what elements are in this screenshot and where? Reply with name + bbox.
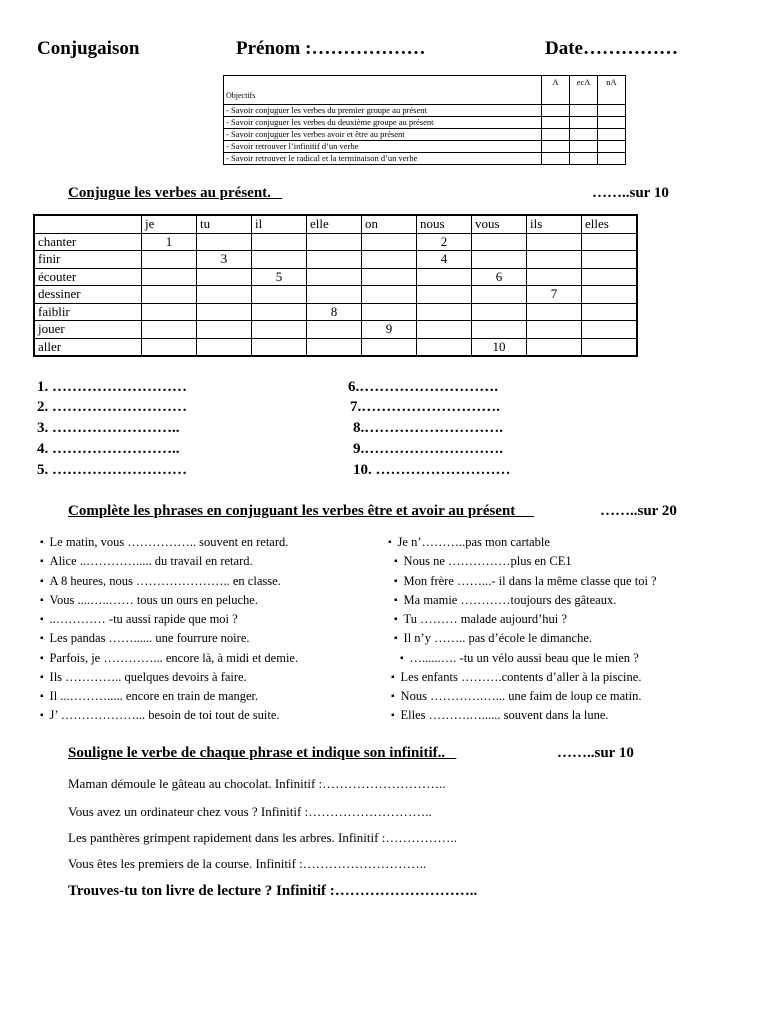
verb-label: jouer: [34, 321, 142, 339]
pronoun-header: elle: [307, 215, 362, 233]
pronoun-header-row: [34, 215, 637, 233]
conjugation-cell: [307, 233, 362, 251]
sentence-item: ▪ Ma mamie …………toujours des gâteaux.: [394, 593, 617, 607]
sentence-text: …......…. -tu un vélo aussi beau que le mien ?: [409, 651, 639, 665]
sentence-item: ▪ Vous ....…..…… tous un ours en peluche.: [40, 593, 258, 607]
conjugation-cell: [142, 321, 197, 339]
verb-label: chanter: [34, 233, 142, 251]
conjugation-cell: [417, 268, 472, 286]
sentence-text: Les pandas ……...... une fourrure noire.: [49, 631, 250, 645]
conjugation-cell: 6: [472, 268, 527, 286]
sentence-text: Nous ne ……………plus en CE1: [403, 554, 572, 568]
conjugation-cell: 3: [197, 251, 252, 269]
sentence-item: ▪ Alice ..…………..... du travail en retard.: [40, 554, 253, 568]
sentence-text: Elles ……….…...... souvent dans la lune.: [400, 708, 609, 722]
sentence-item: ▪ Nous ………….…... une faim de loup ce matin.: [391, 689, 642, 703]
verb-row: [34, 233, 637, 251]
infinitive-line: Trouves-tu ton livre de lecture ? Infinitif :………………………..: [68, 883, 478, 899]
conjugation-cell: [472, 233, 527, 251]
conjugation-cell: [582, 303, 638, 321]
infinitive-line: Vous êtes les premiers de la course. Infinitif :………………………..: [68, 856, 427, 871]
conjugation-cell: 2: [417, 233, 472, 251]
objective-row: [224, 129, 626, 141]
answer-line: 7.……………………….: [350, 399, 500, 415]
conjugation-cell: [142, 268, 197, 286]
answer-line: 9.……………………….: [353, 441, 503, 457]
conjugation-cell: [582, 338, 638, 356]
infinitive-line: Les panthères grimpent rapidement dans les arbres. Infinitif :……………..: [68, 830, 457, 845]
objective-check-a: [542, 141, 570, 153]
conjugation-cell: [362, 338, 417, 356]
conjugation-table: [33, 214, 638, 357]
objective-label: - Savoir retrouver l’infinitif d’un verbe: [224, 141, 542, 153]
conjugation-cell: 1: [142, 233, 197, 251]
objective-row: [224, 117, 626, 129]
conjugation-cell: [142, 303, 197, 321]
sentence-text: Nous ………….…... une faim de loup ce matin.: [400, 689, 642, 703]
verb-label: dessiner: [34, 286, 142, 304]
conjugation-cell: [197, 233, 252, 251]
sentence-text: A 8 heures, nous ………………….. en classe.: [49, 574, 281, 588]
objective-label: - Savoir retrouver le radical et la terminaison d’un verbe: [224, 153, 542, 165]
conjugation-cell: [197, 286, 252, 304]
sentence-text: Tu ……… malade aujourd’hui ?: [403, 612, 567, 626]
conjugation-cell: [142, 338, 197, 356]
sentence-text: Je n’………..pas mon cartable: [397, 535, 550, 549]
conjugation-cell: [362, 286, 417, 304]
conjugation-cell: 10: [472, 338, 527, 356]
sentence-item: ▪ Le matin, vous …………….. souvent en retard.: [40, 535, 289, 549]
conjugation-cell: [142, 286, 197, 304]
objective-check-na: [598, 141, 626, 153]
conjugation-cell: 8: [307, 303, 362, 321]
sentence-item: ▪ Nous ne ……………plus en CE1: [394, 554, 572, 568]
section2-score: ……..sur 20: [600, 503, 677, 519]
objectives-heading: Objectifs: [224, 76, 542, 105]
sentence-item: ▪ Les enfants ……….contents d’aller à la piscine.: [391, 670, 642, 684]
conjugation-cell: [142, 251, 197, 269]
conjugation-cell: [582, 286, 638, 304]
verb-row: [34, 321, 637, 339]
conjugation-cell: [582, 321, 638, 339]
conjugation-cell: 4: [417, 251, 472, 269]
pronoun-header: tu: [197, 215, 252, 233]
objective-check-a: [542, 129, 570, 141]
conjugation-cell: [417, 338, 472, 356]
conjugation-cell: [527, 321, 582, 339]
objective-check-na: [598, 129, 626, 141]
sentence-text: Il ...………..... encore en train de manger.: [49, 689, 259, 703]
verb-label: faiblir: [34, 303, 142, 321]
verb-row: [34, 286, 637, 304]
answer-line: 4. ……………………..: [37, 441, 180, 457]
answer-line: 2. ………………………: [37, 399, 187, 415]
infinitive-line: Vous avez un ordinateur chez vous ? Infinitif :………………………..: [68, 804, 432, 819]
conjugation-cell: [362, 251, 417, 269]
conjugation-cell: [582, 233, 638, 251]
conjugation-cell: [252, 251, 307, 269]
sentence-item: ▪ Je n’………..pas mon cartable: [388, 535, 550, 549]
conjugation-cell: [472, 321, 527, 339]
verb-label: finir: [34, 251, 142, 269]
objective-check-eca: [570, 153, 598, 165]
objective-row: [224, 153, 626, 165]
section3-score: ……..sur 10: [557, 745, 634, 761]
conjugation-cell: 9: [362, 321, 417, 339]
conjugation-cell: [472, 251, 527, 269]
header-corner: [34, 215, 142, 233]
verb-label: écouter: [34, 268, 142, 286]
objective-row: [224, 141, 626, 153]
objectives-column-a: A: [542, 76, 570, 105]
conjugation-cell: [197, 321, 252, 339]
conjugation-cell: [472, 286, 527, 304]
conjugation-cell: [362, 303, 417, 321]
answer-line: 6.……………………….: [348, 379, 498, 395]
objective-check-a: [542, 117, 570, 129]
sentence-item: ▪ Il ...………..... encore en train de manger.: [40, 689, 259, 703]
pronoun-header: elles: [582, 215, 638, 233]
objective-check-na: [598, 117, 626, 129]
conjugation-cell: [307, 268, 362, 286]
sentence-item: ▪ Tu ……… malade aujourd’hui ?: [394, 612, 567, 626]
sentence-text: J’ ………………... besoin de toi tout de suite.: [49, 708, 280, 722]
verb-row: [34, 338, 637, 356]
sentence-text: Vous ....…..…… tous un ours en peluche.: [49, 593, 258, 607]
objectives-table: [223, 75, 626, 165]
conjugation-cell: [252, 286, 307, 304]
infinitive-line: Maman démoule le gâteau au chocolat. Infinitif :………………………..: [68, 776, 446, 791]
section3-title-text: Souligne le verbe de chaque phrase et indique son infinitif..: [68, 745, 446, 761]
pronoun-header: ils: [527, 215, 582, 233]
answer-line: 8.……………………….: [353, 420, 503, 436]
objective-check-eca: [570, 105, 598, 117]
conjugation-cell: [527, 251, 582, 269]
conjugation-cell: [252, 321, 307, 339]
sentence-item: ▪ Mon frère ……...- il dans la même classe que toi ?: [394, 574, 657, 588]
objective-check-eca: [570, 129, 598, 141]
sentence-text: Ma mamie …………toujours des gâteaux.: [403, 593, 617, 607]
sentence-item: ▪ Parfois, je …………... encore là, à midi et demie.: [40, 651, 299, 665]
answer-line: 1. ………………………: [37, 379, 187, 395]
conjugation-cell: [307, 338, 362, 356]
section1-title: [68, 185, 282, 202]
sentence-text: Parfois, je …………... encore là, à midi et demie.: [49, 651, 299, 665]
conjugation-cell: [527, 233, 582, 251]
conjugation-cell: [197, 303, 252, 321]
conjugation-cell: [417, 321, 472, 339]
date-field: Date……………: [545, 38, 678, 59]
answer-line: 10. ………………………: [353, 462, 511, 478]
conjugation-cell: [527, 268, 582, 286]
conjugation-cell: [307, 286, 362, 304]
sentence-item: ▪ Les pandas ……...... une fourrure noire.: [40, 631, 250, 645]
answer-line: 3. ……………………..: [37, 420, 180, 436]
conjugation-cell: 5: [252, 268, 307, 286]
sentence-item: ▪ Il n’y …….. pas d’école le dimanche.: [394, 631, 593, 645]
verb-row: [34, 251, 637, 269]
sentence-item: ▪ …......…. -tu un vélo aussi beau que le mien ?: [400, 651, 639, 665]
section1-title-text: Conjugue les verbes au présent.: [68, 185, 271, 201]
conjugation-cell: [307, 321, 362, 339]
verb-row: [34, 303, 637, 321]
section2-title-text: Complète les phrases en conjuguant les verbes être et avoir au présent: [68, 503, 516, 519]
pronoun-header: nous: [417, 215, 472, 233]
conjugation-cell: [582, 268, 638, 286]
pronoun-header: je: [142, 215, 197, 233]
conjugation-cell: [417, 286, 472, 304]
objective-check-a: [542, 105, 570, 117]
sentence-text: Ils ………….. quelques devoirs à faire.: [49, 670, 247, 684]
objectives-column-na: nA: [598, 76, 626, 105]
verb-label: aller: [34, 338, 142, 356]
section3-title: [68, 745, 456, 762]
conjugation-cell: [527, 303, 582, 321]
sentence-text: Mon frère ……...- il dans la même classe que toi ?: [403, 574, 657, 588]
pronoun-header: vous: [472, 215, 527, 233]
conjugation-cell: [252, 338, 307, 356]
objective-check-na: [598, 153, 626, 165]
sentence-text: Alice ..…………..... du travail en retard.: [49, 554, 253, 568]
sentence-text: Il n’y …….. pas d’école le dimanche.: [403, 631, 593, 645]
sentence-item: ▪ Elles ……….…...... souvent dans la lune.: [391, 708, 609, 722]
objective-label: - Savoir conjuguer les verbes du premier groupe au présent: [224, 105, 542, 117]
conjugation-cell: [197, 338, 252, 356]
objective-check-eca: [570, 117, 598, 129]
conjugation-cell: [417, 303, 472, 321]
verb-row: [34, 268, 637, 286]
sentence-text: ..………… -tu aussi rapide que moi ?: [49, 612, 238, 626]
section1-score: ……..sur 10: [592, 185, 669, 201]
objective-row: [224, 105, 626, 117]
worksheet-title: Conjugaison: [37, 38, 140, 59]
conjugation-cell: [252, 303, 307, 321]
objectives-column-eca: ecA: [570, 76, 598, 105]
conjugation-cell: [362, 268, 417, 286]
conjugation-cell: [362, 233, 417, 251]
section2-title: [68, 503, 534, 520]
objective-label: - Savoir conjuguer les verbes du deuxième groupe au présent: [224, 117, 542, 129]
sentence-item: ▪ A 8 heures, nous ………………….. en classe.: [40, 574, 281, 588]
conjugation-cell: [582, 251, 638, 269]
conjugation-cell: [252, 233, 307, 251]
sentence-text: Le matin, vous …………….. souvent en retard.: [49, 535, 289, 549]
sentence-item: ▪ ..………… -tu aussi rapide que moi ?: [40, 612, 238, 626]
answer-line: 5. ………………………: [37, 462, 187, 478]
sentence-text: Les enfants ……….contents d’aller à la piscine.: [400, 670, 642, 684]
prenom-field: Prénom :………………: [236, 38, 426, 59]
pronoun-header: il: [252, 215, 307, 233]
conjugation-cell: [472, 303, 527, 321]
pronoun-header: on: [362, 215, 417, 233]
conjugation-cell: 7: [527, 286, 582, 304]
sentence-item: ▪ Ils ………….. quelques devoirs à faire.: [40, 670, 247, 684]
sentence-item: ▪ J’ ………………... besoin de toi tout de suite.: [40, 708, 280, 722]
conjugation-cell: [307, 251, 362, 269]
objective-label: - Savoir conjuguer les verbes avoir et être au présent: [224, 129, 542, 141]
objective-check-na: [598, 105, 626, 117]
conjugation-cell: [527, 338, 582, 356]
objective-check-a: [542, 153, 570, 165]
objective-check-eca: [570, 141, 598, 153]
conjugation-cell: [197, 268, 252, 286]
